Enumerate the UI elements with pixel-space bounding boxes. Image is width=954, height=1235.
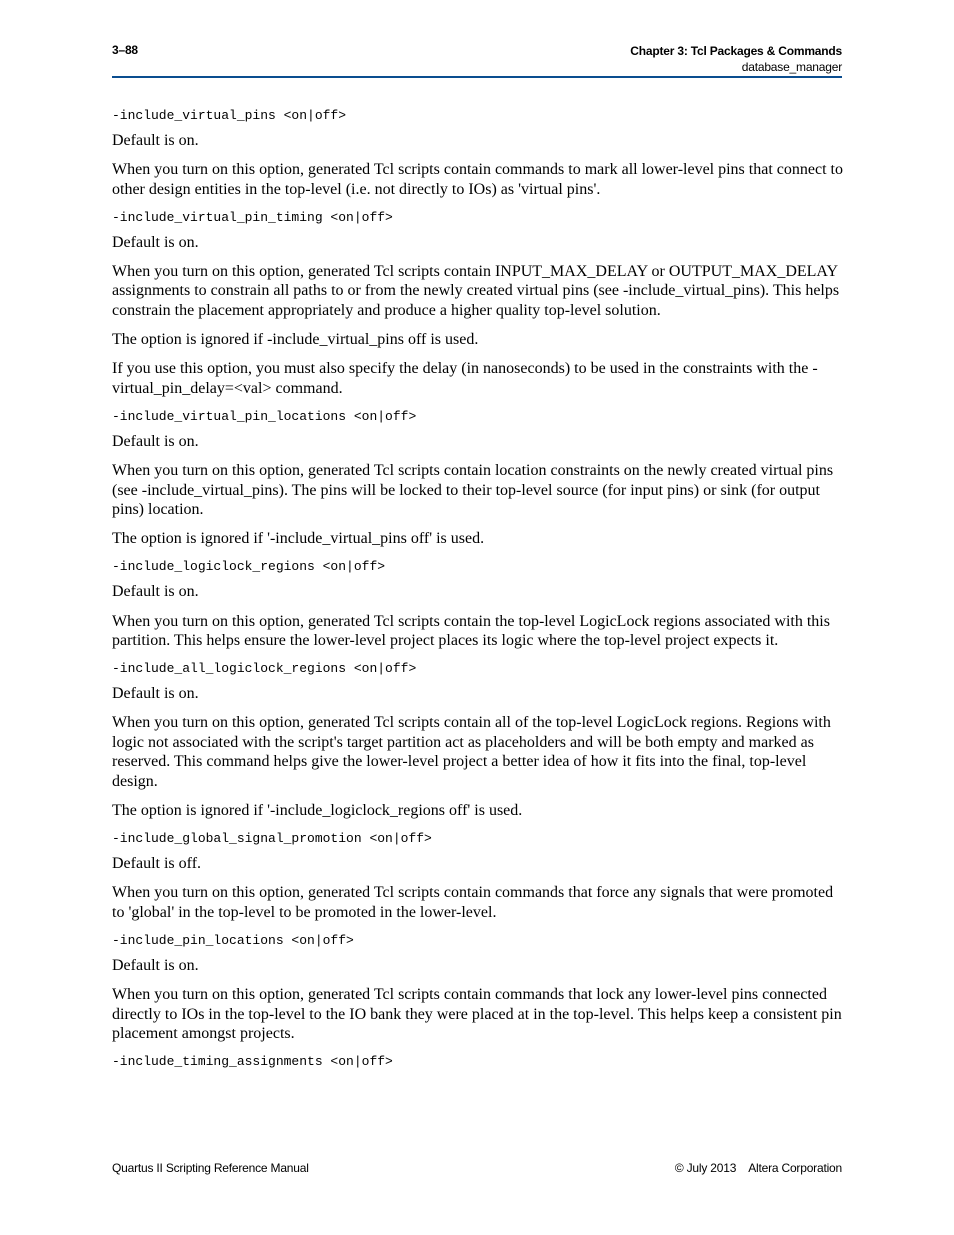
body-paragraph: Default is on. xyxy=(112,233,199,251)
company-name: Altera Corporation xyxy=(748,1161,842,1175)
body-paragraph: The option is ignored if '-include_virtual_pins off' is used. xyxy=(112,530,485,548)
footer-copyright xyxy=(675,1161,842,1175)
manual-title: Quartus II Scripting Reference Manual xyxy=(112,1161,309,1175)
body-paragraph: When you turn on this option, generated Tcl scripts contain commands that lock any lower-level pins connected directly to IOs in the top-level to the IO bank they were placed at in the top-level. This helps keep a consistent pin placement amongst projects. xyxy=(112,986,842,1043)
option-syntax: -include_all_logiclock_regions <on|off> xyxy=(112,661,417,677)
publication-date: © July 2013 xyxy=(674,1161,737,1175)
body-paragraph: When you turn on this option, generated Tcl scripts contain INPUT_MAX_DELAY or OUTPUT_MAX_DELAY assignments to constrain all paths to or from the newly created virtual pins (see -include_virtual_pins). This helps constrain the placement appropriately and produce a higher quality top-level solution. xyxy=(112,262,840,320)
option-syntax: -include_virtual_pins <on|off> xyxy=(112,108,347,123)
running-header xyxy=(630,43,842,75)
body-paragraph: Default is on. xyxy=(112,957,199,975)
body-paragraph: When you turn on this option, generated Tcl scripts contain all of the top-level LogicLock regions. Regions with logic not associated with the script's target partition act as placeholders and will be both empty and marked as reserved. This command helps give the lower-level project a better idea of how it fits into the final, top-level design. xyxy=(112,714,831,791)
page-number: 3–88 xyxy=(112,43,138,57)
body-paragraph: When you turn on this option, generated Tcl scripts contain commands that force any signals that were promoted to 'global' in the top-level to be promoted in the lower-level. xyxy=(112,884,834,921)
body-paragraph: If you use this option, you must also specify the delay (in nanoseconds) to be used in the constraints with the -virtual_pin_delay=<val> command. xyxy=(112,360,818,397)
body-paragraph: The option is ignored if -include_virtual_pins off is used. xyxy=(112,331,479,349)
body-paragraph: Default is on. xyxy=(112,583,199,601)
body-paragraph: Default is on. xyxy=(112,132,199,149)
page-body xyxy=(112,107,844,1077)
body-paragraph: Default is on. xyxy=(112,685,199,703)
option-syntax: -include_virtual_pin_locations <on|off> xyxy=(112,408,417,424)
option-syntax: -include_virtual_pin_timing <on|off> xyxy=(112,209,393,225)
body-paragraph: When you turn on this option, generated Tcl scripts contain location constraints on the newly created virtual pins (see -include_virtual_pins). The pins will be locked to their top-level source (for input pins) or sink (for output pins) location. xyxy=(112,462,834,519)
option-syntax: -include_logiclock_regions <on|off> xyxy=(112,559,386,575)
section-title: database_manager xyxy=(741,60,842,74)
header-rule xyxy=(112,76,842,78)
body-paragraph: Default is off. xyxy=(112,855,202,873)
body-paragraph: When you turn on this option, generated Tcl scripts contain commands to mark all lower-level pins that connect to other design entities in the top-level (i.e. not directly to IOs) as 'virtual pins'. xyxy=(112,161,843,198)
option-syntax: -include_pin_locations <on|off> xyxy=(112,933,354,949)
option-syntax: -include_timing_assignments <on|off> xyxy=(112,1054,393,1070)
option-syntax: -include_global_signal_promotion <on|off> xyxy=(112,831,432,847)
chapter-title: Chapter 3: Tcl Packages & Commands xyxy=(630,44,842,58)
body-paragraph: The option is ignored if '-include_logiclock_regions off' is used. xyxy=(112,802,523,820)
body-paragraph: When you turn on this option, generated Tcl scripts contain the top-level LogicLock regions associated with this partition. This helps ensure the lower-level project places its logic where the top-level project expects it. xyxy=(112,612,830,650)
body-paragraph: Default is on. xyxy=(112,432,199,450)
